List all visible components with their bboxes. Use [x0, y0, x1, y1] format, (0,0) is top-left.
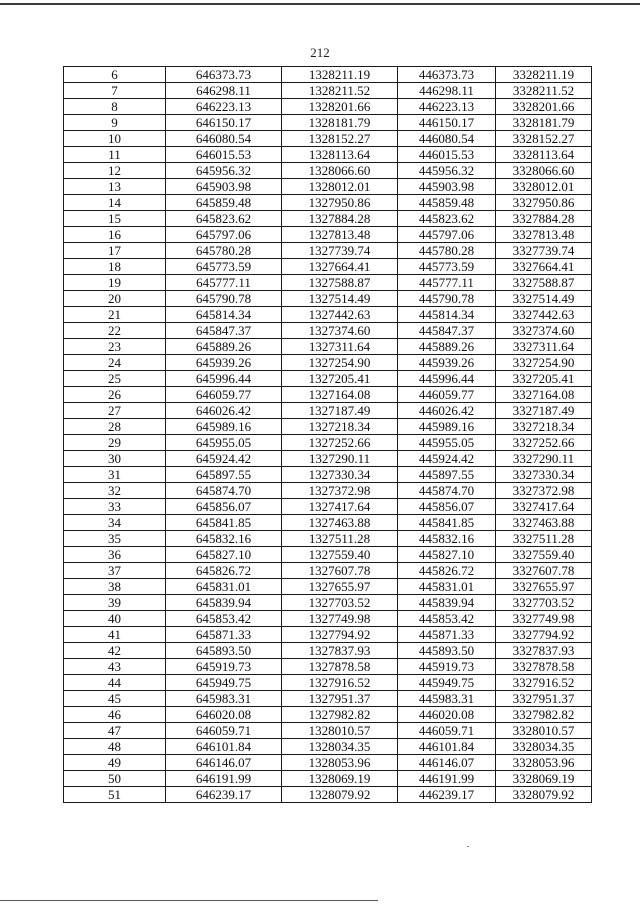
table-row: [64, 371, 592, 387]
x-coordinate-cell: 646298.11: [166, 83, 282, 99]
x-coordinate-cell: 645832.16: [166, 531, 282, 547]
x-coordinate-alt-cell: 446223.13: [398, 99, 496, 115]
point-number-cell: 23: [64, 339, 166, 355]
y-coordinate-alt-cell: 3327463.88: [496, 515, 592, 531]
y-coordinate-alt-cell: 3327664.41: [496, 259, 592, 275]
x-coordinate-alt-cell: 446373.73: [398, 67, 496, 83]
y-coordinate-alt-cell: 3328079.92: [496, 787, 592, 803]
table-row: [64, 499, 592, 515]
point-number-cell: 7: [64, 83, 166, 99]
y-coordinate-cell: 1327442.63: [282, 307, 398, 323]
y-coordinate-alt-cell: 3328066.60: [496, 163, 592, 179]
point-number-cell: 15: [64, 211, 166, 227]
x-coordinate-cell: 646191.99: [166, 771, 282, 787]
point-number-cell: 10: [64, 131, 166, 147]
x-coordinate-cell: 645893.50: [166, 643, 282, 659]
y-coordinate-alt-cell: 3328211.19: [496, 67, 592, 83]
point-number-cell: 32: [64, 483, 166, 499]
point-number-cell: 22: [64, 323, 166, 339]
y-coordinate-cell: 1327187.49: [282, 403, 398, 419]
y-coordinate-cell: 1327950.86: [282, 195, 398, 211]
y-coordinate-alt-cell: 3327559.40: [496, 547, 592, 563]
x-coordinate-alt-cell: 446191.99: [398, 771, 496, 787]
y-coordinate-cell: 1327703.52: [282, 595, 398, 611]
x-coordinate-cell: 645949.75: [166, 675, 282, 691]
bottom-border-rule: [0, 900, 378, 901]
y-coordinate-cell: 1328113.64: [282, 147, 398, 163]
y-coordinate-cell: 1327511.28: [282, 531, 398, 547]
y-coordinate-cell: 1327916.52: [282, 675, 398, 691]
point-number-cell: 9: [64, 115, 166, 131]
point-number-cell: 40: [64, 611, 166, 627]
x-coordinate-cell: 645831.01: [166, 579, 282, 595]
x-coordinate-cell: 645839.94: [166, 595, 282, 611]
table-row: [64, 723, 592, 739]
x-coordinate-alt-cell: 445831.01: [398, 579, 496, 595]
x-coordinate-alt-cell: 445983.31: [398, 691, 496, 707]
y-coordinate-cell: 1327749.98: [282, 611, 398, 627]
y-coordinate-alt-cell: 3328201.66: [496, 99, 592, 115]
point-number-cell: 12: [64, 163, 166, 179]
point-number-cell: 41: [64, 627, 166, 643]
x-coordinate-alt-cell: 445955.05: [398, 435, 496, 451]
y-coordinate-cell: 1327252.66: [282, 435, 398, 451]
x-coordinate-alt-cell: 445924.42: [398, 451, 496, 467]
table-row: [64, 627, 592, 643]
x-coordinate-cell: 645996.44: [166, 371, 282, 387]
table-row: [64, 451, 592, 467]
point-number-cell: 36: [64, 547, 166, 563]
table-row: [64, 163, 592, 179]
y-coordinate-alt-cell: 3327982.82: [496, 707, 592, 723]
point-number-cell: 27: [64, 403, 166, 419]
table-row: [64, 531, 592, 547]
x-coordinate-cell: 645874.70: [166, 483, 282, 499]
y-coordinate-cell: 1327878.58: [282, 659, 398, 675]
page-number: 212: [310, 45, 330, 60]
x-coordinate-alt-cell: 445797.06: [398, 227, 496, 243]
table-row: [64, 339, 592, 355]
y-coordinate-alt-cell: 3327290.11: [496, 451, 592, 467]
y-coordinate-alt-cell: 3328069.19: [496, 771, 592, 787]
y-coordinate-cell: 1327514.49: [282, 291, 398, 307]
y-coordinate-cell: 1328079.92: [282, 787, 398, 803]
point-number-cell: 34: [64, 515, 166, 531]
x-coordinate-alt-cell: 446239.17: [398, 787, 496, 803]
x-coordinate-alt-cell: 445777.11: [398, 275, 496, 291]
x-coordinate-cell: 646059.71: [166, 723, 282, 739]
x-coordinate-cell: 645826.72: [166, 563, 282, 579]
y-coordinate-alt-cell: 3327607.78: [496, 563, 592, 579]
table-row: [64, 755, 592, 771]
point-number-cell: 35: [64, 531, 166, 547]
point-number-cell: 33: [64, 499, 166, 515]
x-coordinate-alt-cell: 445859.48: [398, 195, 496, 211]
point-number-cell: 6: [64, 67, 166, 83]
x-coordinate-alt-cell: 445856.07: [398, 499, 496, 515]
point-number-cell: 26: [64, 387, 166, 403]
y-coordinate-cell: 1327311.64: [282, 339, 398, 355]
x-coordinate-alt-cell: 445956.32: [398, 163, 496, 179]
x-coordinate-cell: 646146.07: [166, 755, 282, 771]
y-coordinate-cell: 1328211.19: [282, 67, 398, 83]
y-coordinate-cell: 1327664.41: [282, 259, 398, 275]
y-coordinate-cell: 1327417.64: [282, 499, 398, 515]
table-row: [64, 83, 592, 99]
y-coordinate-alt-cell: 3327330.34: [496, 467, 592, 483]
x-coordinate-cell: 645853.42: [166, 611, 282, 627]
y-coordinate-alt-cell: 3327164.08: [496, 387, 592, 403]
x-coordinate-cell: 646020.08: [166, 707, 282, 723]
y-coordinate-cell: 1327463.88: [282, 515, 398, 531]
x-coordinate-cell: 645823.62: [166, 211, 282, 227]
x-coordinate-alt-cell: 446080.54: [398, 131, 496, 147]
x-coordinate-cell: 645773.59: [166, 259, 282, 275]
point-number-cell: 24: [64, 355, 166, 371]
y-coordinate-cell: 1328066.60: [282, 163, 398, 179]
point-number-cell: 25: [64, 371, 166, 387]
x-coordinate-alt-cell: 445893.50: [398, 643, 496, 659]
y-coordinate-cell: 1327330.34: [282, 467, 398, 483]
point-number-cell: 16: [64, 227, 166, 243]
x-coordinate-alt-cell: 445949.75: [398, 675, 496, 691]
table-row: [64, 387, 592, 403]
table-row: [64, 227, 592, 243]
x-coordinate-alt-cell: 446101.84: [398, 739, 496, 755]
x-coordinate-alt-cell: 445874.70: [398, 483, 496, 499]
y-coordinate-cell: 1328211.52: [282, 83, 398, 99]
x-coordinate-alt-cell: 446059.71: [398, 723, 496, 739]
y-coordinate-alt-cell: 3327916.52: [496, 675, 592, 691]
x-coordinate-cell: 645797.06: [166, 227, 282, 243]
y-coordinate-cell: 1328010.57: [282, 723, 398, 739]
table-row: [64, 483, 592, 499]
x-coordinate-alt-cell: 445839.94: [398, 595, 496, 611]
x-coordinate-cell: 645955.05: [166, 435, 282, 451]
y-coordinate-cell: 1327982.82: [282, 707, 398, 723]
table-row: [64, 547, 592, 563]
x-coordinate-cell: 645983.31: [166, 691, 282, 707]
y-coordinate-cell: 1327951.37: [282, 691, 398, 707]
x-coordinate-alt-cell: 445996.44: [398, 371, 496, 387]
y-coordinate-alt-cell: 3327703.52: [496, 595, 592, 611]
point-number-cell: 49: [64, 755, 166, 771]
table-row: [64, 243, 592, 259]
x-coordinate-alt-cell: 446026.42: [398, 403, 496, 419]
table-row: [64, 563, 592, 579]
table-row: [64, 99, 592, 115]
y-coordinate-cell: 1327205.41: [282, 371, 398, 387]
y-coordinate-alt-cell: 3327218.34: [496, 419, 592, 435]
x-coordinate-cell: 646015.53: [166, 147, 282, 163]
y-coordinate-alt-cell: 3327837.93: [496, 643, 592, 659]
y-coordinate-cell: 1328201.66: [282, 99, 398, 115]
point-number-cell: 44: [64, 675, 166, 691]
x-coordinate-alt-cell: 445903.98: [398, 179, 496, 195]
x-coordinate-alt-cell: 445773.59: [398, 259, 496, 275]
x-coordinate-cell: 646026.42: [166, 403, 282, 419]
point-number-cell: 45: [64, 691, 166, 707]
x-coordinate-alt-cell: 445790.78: [398, 291, 496, 307]
x-coordinate-alt-cell: 445826.72: [398, 563, 496, 579]
x-coordinate-cell: 645897.55: [166, 467, 282, 483]
x-coordinate-cell: 645956.32: [166, 163, 282, 179]
point-number-cell: 17: [64, 243, 166, 259]
y-coordinate-alt-cell: 3327794.92: [496, 627, 592, 643]
point-number-cell: 43: [64, 659, 166, 675]
y-coordinate-alt-cell: 3328152.27: [496, 131, 592, 147]
y-coordinate-alt-cell: 3327442.63: [496, 307, 592, 323]
y-coordinate-cell: 1327884.28: [282, 211, 398, 227]
table-row: [64, 467, 592, 483]
table-row: [64, 787, 592, 803]
table-row: [64, 195, 592, 211]
x-coordinate-alt-cell: 445889.26: [398, 339, 496, 355]
x-coordinate-alt-cell: 445847.37: [398, 323, 496, 339]
table-row: [64, 515, 592, 531]
x-coordinate-alt-cell: 445871.33: [398, 627, 496, 643]
point-number-cell: 20: [64, 291, 166, 307]
x-coordinate-cell: 645989.16: [166, 419, 282, 435]
x-coordinate-alt-cell: 445841.85: [398, 515, 496, 531]
point-number-cell: 47: [64, 723, 166, 739]
x-coordinate-cell: 646101.84: [166, 739, 282, 755]
table-row: [64, 579, 592, 595]
x-coordinate-cell: 646239.17: [166, 787, 282, 803]
y-coordinate-alt-cell: 3328181.79: [496, 115, 592, 131]
point-number-cell: 31: [64, 467, 166, 483]
x-coordinate-cell: 646080.54: [166, 131, 282, 147]
y-coordinate-alt-cell: 3327951.37: [496, 691, 592, 707]
table-row: [64, 323, 592, 339]
x-coordinate-cell: 645924.42: [166, 451, 282, 467]
y-coordinate-cell: 1328012.01: [282, 179, 398, 195]
x-coordinate-cell: 645841.85: [166, 515, 282, 531]
y-coordinate-alt-cell: 3327187.49: [496, 403, 592, 419]
x-coordinate-alt-cell: 446020.08: [398, 707, 496, 723]
point-number-cell: 13: [64, 179, 166, 195]
x-coordinate-alt-cell: 445897.55: [398, 467, 496, 483]
y-coordinate-alt-cell: 3328113.64: [496, 147, 592, 163]
table-row: [64, 611, 592, 627]
point-number-cell: 50: [64, 771, 166, 787]
y-coordinate-alt-cell: 3328012.01: [496, 179, 592, 195]
y-coordinate-alt-cell: 3327372.98: [496, 483, 592, 499]
y-coordinate-cell: 1328181.79: [282, 115, 398, 131]
y-coordinate-alt-cell: 3327588.87: [496, 275, 592, 291]
table-row: [64, 643, 592, 659]
y-coordinate-alt-cell: 3327374.60: [496, 323, 592, 339]
x-coordinate-cell: 645903.98: [166, 179, 282, 195]
x-coordinate-cell: 645814.34: [166, 307, 282, 323]
y-coordinate-cell: 1328053.96: [282, 755, 398, 771]
y-coordinate-alt-cell: 3327739.74: [496, 243, 592, 259]
table-row: [64, 403, 592, 419]
x-coordinate-cell: 645827.10: [166, 547, 282, 563]
y-coordinate-alt-cell: 3327252.66: [496, 435, 592, 451]
top-border-rule: [0, 3, 640, 5]
point-number-cell: 29: [64, 435, 166, 451]
x-coordinate-alt-cell: 445814.34: [398, 307, 496, 323]
y-coordinate-alt-cell: 3327254.90: [496, 355, 592, 371]
coordinates-table-container: [63, 66, 591, 803]
table-row: [64, 211, 592, 227]
y-coordinate-cell: 1327655.97: [282, 579, 398, 595]
table-row: [64, 307, 592, 323]
point-number-cell: 46: [64, 707, 166, 723]
y-coordinate-cell: 1327372.98: [282, 483, 398, 499]
y-coordinate-cell: 1328069.19: [282, 771, 398, 787]
x-coordinate-alt-cell: 445989.16: [398, 419, 496, 435]
point-number-cell: 38: [64, 579, 166, 595]
table-row: [64, 259, 592, 275]
table-row: [64, 419, 592, 435]
x-coordinate-alt-cell: 446150.17: [398, 115, 496, 131]
coordinates-table-body: [64, 67, 592, 803]
point-number-cell: 18: [64, 259, 166, 275]
table-row: [64, 691, 592, 707]
point-number-cell: 51: [64, 787, 166, 803]
coordinates-table: [63, 66, 592, 803]
y-coordinate-cell: 1327607.78: [282, 563, 398, 579]
y-coordinate-alt-cell: 3327749.98: [496, 611, 592, 627]
x-coordinate-cell: 645780.28: [166, 243, 282, 259]
table-row: [64, 291, 592, 307]
point-number-cell: 39: [64, 595, 166, 611]
y-coordinate-cell: 1327374.60: [282, 323, 398, 339]
y-coordinate-alt-cell: 3327311.64: [496, 339, 592, 355]
x-coordinate-cell: 646150.17: [166, 115, 282, 131]
y-coordinate-cell: 1327794.92: [282, 627, 398, 643]
table-row: [64, 675, 592, 691]
y-coordinate-alt-cell: 3327878.58: [496, 659, 592, 675]
point-number-cell: 11: [64, 147, 166, 163]
point-number-cell: 14: [64, 195, 166, 211]
table-row: [64, 595, 592, 611]
x-coordinate-cell: 645919.73: [166, 659, 282, 675]
y-coordinate-alt-cell: 3327813.48: [496, 227, 592, 243]
y-coordinate-alt-cell: 3327511.28: [496, 531, 592, 547]
table-row: [64, 659, 592, 675]
y-coordinate-alt-cell: 3327205.41: [496, 371, 592, 387]
y-coordinate-cell: 1327588.87: [282, 275, 398, 291]
table-row: [64, 355, 592, 371]
point-number-cell: 21: [64, 307, 166, 323]
x-coordinate-alt-cell: 446059.77: [398, 387, 496, 403]
x-coordinate-alt-cell: 445780.28: [398, 243, 496, 259]
x-coordinate-alt-cell: 445919.73: [398, 659, 496, 675]
x-coordinate-cell: 645847.37: [166, 323, 282, 339]
point-number-cell: 48: [64, 739, 166, 755]
y-coordinate-cell: 1327254.90: [282, 355, 398, 371]
y-coordinate-cell: 1327164.08: [282, 387, 398, 403]
point-number-cell: 37: [64, 563, 166, 579]
y-coordinate-cell: 1327559.40: [282, 547, 398, 563]
y-coordinate-alt-cell: 3327417.64: [496, 499, 592, 515]
y-coordinate-alt-cell: 3328053.96: [496, 755, 592, 771]
x-coordinate-cell: 645889.26: [166, 339, 282, 355]
point-number-cell: 42: [64, 643, 166, 659]
x-coordinate-alt-cell: 446298.11: [398, 83, 496, 99]
y-coordinate-alt-cell: 3327514.49: [496, 291, 592, 307]
y-coordinate-alt-cell: 3327655.97: [496, 579, 592, 595]
y-coordinate-cell: 1327813.48: [282, 227, 398, 243]
x-coordinate-alt-cell: 445832.16: [398, 531, 496, 547]
x-coordinate-alt-cell: 446146.07: [398, 755, 496, 771]
table-row: [64, 131, 592, 147]
y-coordinate-cell: 1328034.35: [282, 739, 398, 755]
x-coordinate-alt-cell: 445853.42: [398, 611, 496, 627]
x-coordinate-alt-cell: 445939.26: [398, 355, 496, 371]
table-row: [64, 147, 592, 163]
y-coordinate-cell: 1327218.34: [282, 419, 398, 435]
y-coordinate-alt-cell: 3328010.57: [496, 723, 592, 739]
y-coordinate-cell: 1328152.27: [282, 131, 398, 147]
x-coordinate-alt-cell: 446015.53: [398, 147, 496, 163]
table-row: [64, 275, 592, 291]
table-row: [64, 739, 592, 755]
point-number-cell: 30: [64, 451, 166, 467]
table-row: [64, 707, 592, 723]
table-row: [64, 67, 592, 83]
x-coordinate-cell: 645859.48: [166, 195, 282, 211]
x-coordinate-cell: 646223.13: [166, 99, 282, 115]
table-row: [64, 771, 592, 787]
y-coordinate-alt-cell: 3327950.86: [496, 195, 592, 211]
y-coordinate-alt-cell: 3328034.35: [496, 739, 592, 755]
point-number-cell: 19: [64, 275, 166, 291]
scan-speck: [467, 846, 469, 847]
x-coordinate-cell: 645871.33: [166, 627, 282, 643]
y-coordinate-cell: 1327290.11: [282, 451, 398, 467]
y-coordinate-alt-cell: 3327884.28: [496, 211, 592, 227]
x-coordinate-cell: 646373.73: [166, 67, 282, 83]
point-number-cell: 8: [64, 99, 166, 115]
x-coordinate-cell: 645856.07: [166, 499, 282, 515]
table-row: [64, 179, 592, 195]
table-row: [64, 115, 592, 131]
table-row: [64, 435, 592, 451]
x-coordinate-alt-cell: 445827.10: [398, 547, 496, 563]
x-coordinate-cell: 646059.77: [166, 387, 282, 403]
y-coordinate-alt-cell: 3328211.52: [496, 83, 592, 99]
x-coordinate-cell: 645790.78: [166, 291, 282, 307]
point-number-cell: 28: [64, 419, 166, 435]
x-coordinate-alt-cell: 445823.62: [398, 211, 496, 227]
y-coordinate-cell: 1327837.93: [282, 643, 398, 659]
y-coordinate-cell: 1327739.74: [282, 243, 398, 259]
x-coordinate-cell: 645777.11: [166, 275, 282, 291]
x-coordinate-cell: 645939.26: [166, 355, 282, 371]
